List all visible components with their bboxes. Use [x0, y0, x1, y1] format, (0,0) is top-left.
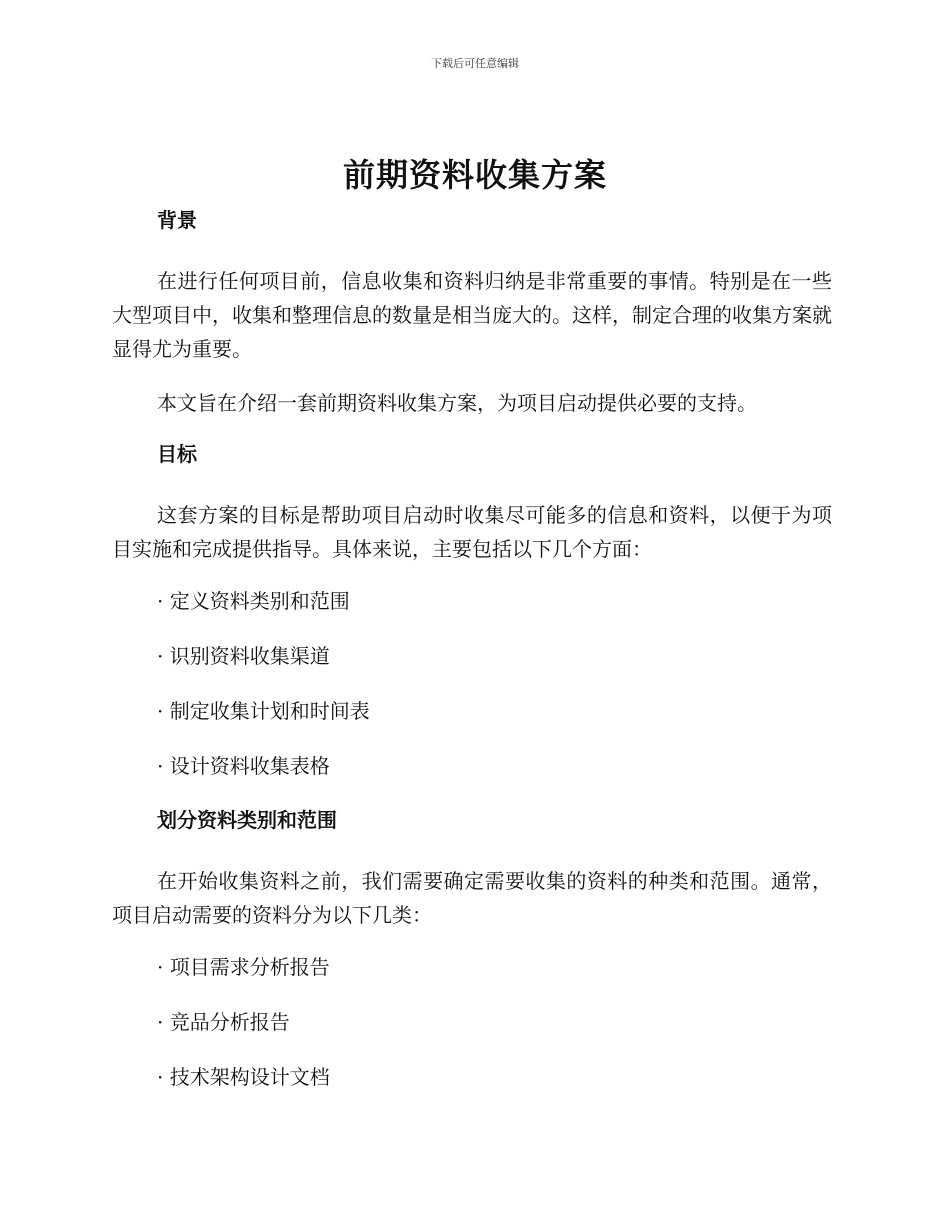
list-item: · 识别资料收集渠道 — [157, 644, 330, 668]
list-item: · 竞品分析报告 — [157, 1010, 290, 1034]
paragraph-background-1: 在进行任何项目前，信息收集和资料归纳是非常重要的事情。特别是在一些大型项目中，收集和整理信息的数量是相当庞大的。这样，制定合理的收集方案就显得尤为重要。 — [112, 269, 832, 361]
list-item: · 定义资料类别和范围 — [157, 589, 350, 613]
section-heading-goal: 目标 — [157, 442, 197, 466]
paragraph-background-2: 本文旨在介绍一套前期资料收集方案，为项目启动提供必要的支持。 — [157, 391, 757, 415]
document-body — [112, 206, 832, 1092]
header-note: 下载后可任意编辑 — [431, 57, 519, 70]
paragraph-categories-1: 在开始收集资料之前，我们需要确定需要收集的资料的种类和范围。通常，项目启动需要的资料分为以下几类： — [112, 869, 832, 927]
section-heading-background: 背景 — [157, 208, 197, 232]
section-heading-categories: 划分资料类别和范围 — [157, 808, 337, 832]
list-item: · 项目需求分析报告 — [157, 955, 330, 979]
list-item: · 制定收集计划和时间表 — [157, 699, 370, 723]
list-item: · 技术架构设计文档 — [157, 1065, 330, 1089]
list-item: · 设计资料收集表格 — [157, 754, 330, 778]
paragraph-goal-1: 这套方案的目标是帮助项目启动时收集尽可能多的信息和资料，以便于为项目实施和完成提供指导。具体来说，主要包括以下几个方面： — [112, 503, 832, 561]
document-title: 前期资料收集方案 — [342, 156, 607, 194]
